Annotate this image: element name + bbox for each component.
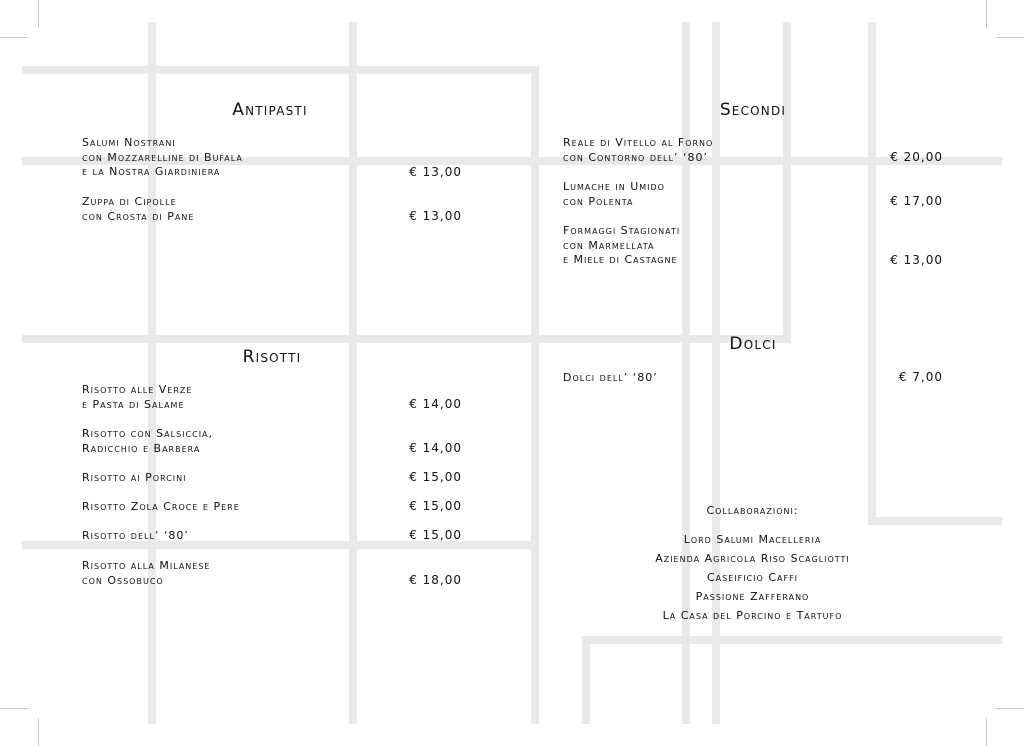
partner-item: Lord Salumi Macelleria	[683, 533, 822, 546]
partner-item: Azienda Agricola Riso Scagliotti	[655, 552, 850, 565]
collaborations-heading: Collaborazioni:	[706, 504, 799, 517]
dish-price: € 7,00	[898, 370, 943, 384]
partner-item: Caseificio Caffi	[706, 571, 799, 584]
dish-name	[82, 471, 187, 486]
dish-price: € 20,00	[890, 150, 943, 164]
section-title-secondi: Secondi	[719, 100, 787, 120]
dish-line: e Miele di Castagne	[563, 253, 678, 267]
dish-price: € 18,00	[409, 573, 462, 587]
dish-line: e la Nostra Giardiniera	[82, 165, 221, 179]
dish-name	[82, 195, 194, 224]
dish-price: € 14,00	[409, 397, 462, 411]
dish-name	[82, 383, 192, 412]
dish-line: Risotto ai Porcini	[82, 471, 187, 484]
dish-line: con Marmellata	[563, 238, 655, 252]
dish-price: € 15,00	[409, 470, 462, 484]
dish-name	[82, 559, 210, 588]
dish-price: € 15,00	[409, 499, 462, 513]
dish-name	[82, 427, 213, 456]
dish-name	[82, 500, 240, 515]
dish-line: Risotto alle Verze	[82, 383, 193, 396]
dish-name	[82, 529, 189, 544]
dish-line: Reale di Vitello al Forno	[563, 136, 714, 149]
dish-price: € 13,00	[890, 253, 943, 267]
dish-price: € 15,00	[409, 528, 462, 542]
dish-price: € 14,00	[409, 441, 462, 455]
partner-item: Passione Zafferano	[695, 590, 810, 603]
dish-name	[82, 136, 243, 180]
dish-line: Formaggi Stagionati	[563, 224, 681, 237]
partner-item: La Casa del Porcino e Tartufo	[662, 609, 843, 622]
dish-line: Lumache in Umido	[563, 180, 665, 193]
dish-line: Zuppa di Cipolle	[82, 195, 177, 208]
dish-price: € 17,00	[890, 194, 943, 208]
dish-line: Risotto alla Milanese	[82, 559, 211, 572]
dish-line: con Mozzarelline di Bufala	[82, 150, 243, 164]
dish-line: con Polenta	[563, 194, 634, 208]
dish-line: Risotto Zola Croce e Pere	[82, 500, 240, 513]
section-title-antipasti: Antipasti	[232, 100, 308, 120]
dish-price: € 13,00	[409, 209, 462, 223]
dish-line: con Ossobuco	[82, 573, 164, 587]
dish-line: Radicchio e Barbera	[82, 441, 201, 455]
dish-price: € 13,00	[409, 165, 462, 179]
dish-line: Salumi Nostrani	[82, 136, 176, 149]
section-title-dolci: Dolci	[729, 334, 777, 354]
collaborations-block	[560, 0, 945, 746]
dish-line: con Contorno dell’ ‘80’	[563, 150, 708, 164]
dish-line: con Crosta di Pane	[82, 209, 195, 223]
dish-line: Risotto dell’ ‘80’	[82, 529, 189, 542]
section-title-risotti: Risotti	[242, 347, 302, 367]
dish-line: e Pasta di Salame	[82, 397, 185, 411]
dish-line: Dolci dell’ ‘80’	[563, 371, 658, 384]
dish-line: Risotto con Salsiccia,	[82, 427, 214, 440]
